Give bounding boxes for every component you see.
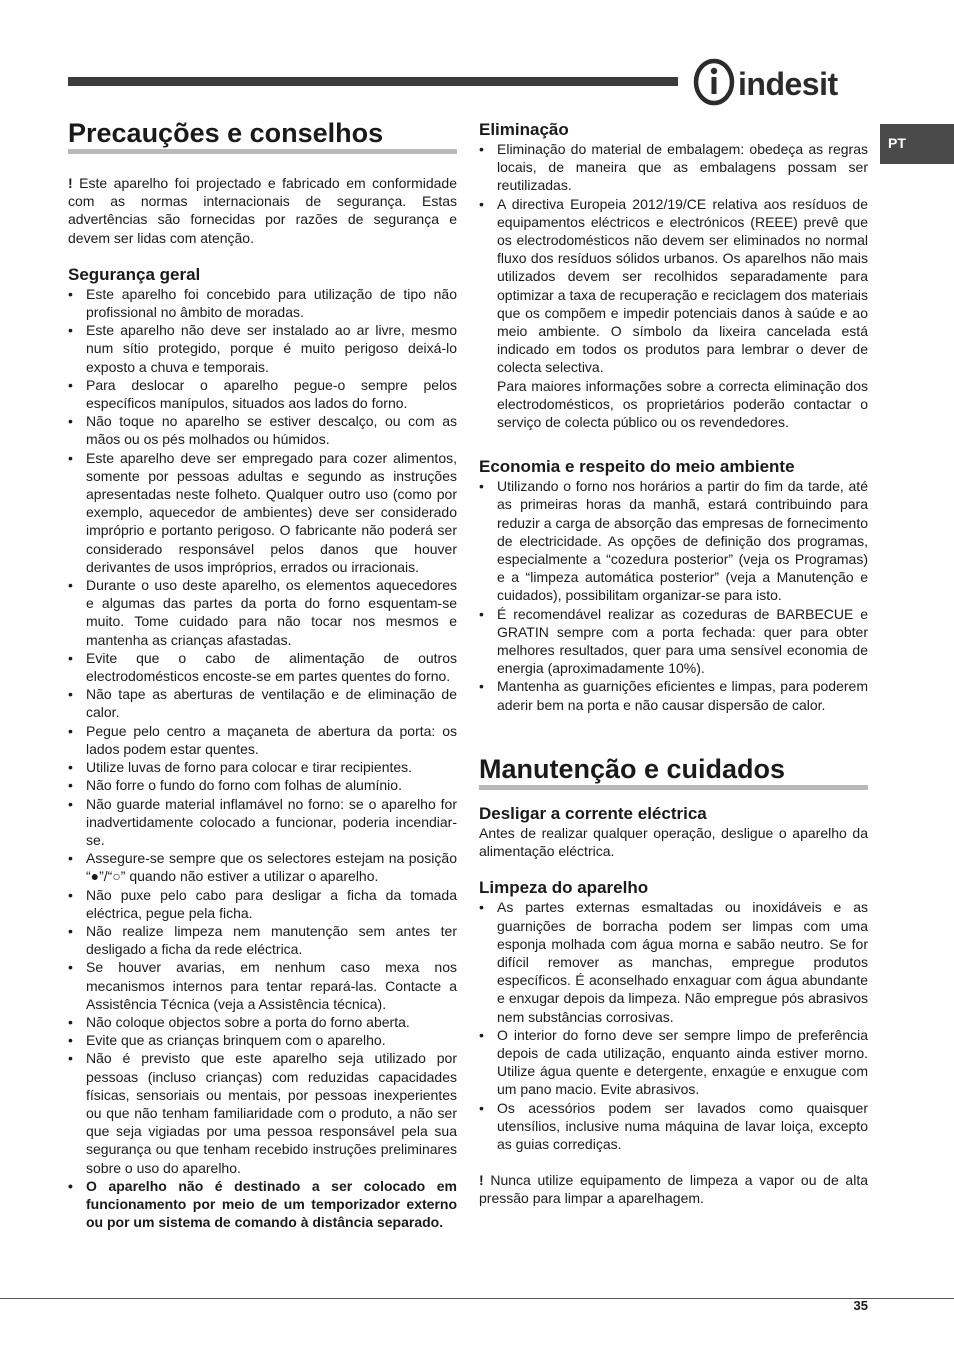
language-tab[interactable]: PT bbox=[880, 124, 954, 164]
list-item-bold: • O aparelho não é destinado a ser colocado em funcionamento por meio de um temporizador externo ou por um sistema de comando à distância separado. bbox=[68, 1177, 457, 1232]
list-item: • Evite que as crianças brinquem com o aparelho. bbox=[68, 1031, 457, 1049]
list-item: • Não coloque objectos sobre a porta do forno aberta. bbox=[68, 1013, 457, 1031]
list-item: • Eliminação do material de embalagem: obedeça as regras locais, de maneira que as embalagens possam ser reutilizadas. bbox=[479, 140, 868, 195]
heading-cleaning: Limpeza do aparelho bbox=[479, 878, 649, 898]
heading-economy: Economia e respeito do meio ambiente bbox=[479, 457, 795, 477]
list-item: • Assegure-se sempre que os selectores estejam na posição “●”/“○” quando não estiver a utilizar o aparelho. bbox=[68, 849, 457, 885]
list-item: • As partes externas esmaltadas ou inoxidáveis e as guarnições de borracha podem ser limpas com uma esponja molhada com água morna e sabão neutro. Se for difícil remover as manchas, empregue produtos específicos. É aconselhado enxaguar com água abundante e enxugar depois da limpeza. Não empregue pós abrasivos nem substâncias corrosivas. bbox=[479, 898, 868, 1025]
list-item: • Não toque no aparelho se estiver descalço, ou com as mãos ou os pés molhados ou húmidos. bbox=[68, 412, 457, 448]
economy-list bbox=[479, 477, 868, 714]
list-item: • Este aparelho foi concebido para utilização de tipo não profissional no âmbito de moradas. bbox=[68, 285, 457, 321]
list-item: • Os acessórios podem ser lavados como quaisquer utensílios, inclusive numa máquina de lavar loiça, excepto as guias corrediças. bbox=[479, 1099, 868, 1154]
safety-list bbox=[68, 285, 457, 1232]
list-item: • Este aparelho deve ser empregado para cozer alimentos, somente por pessoas adultas e segundo as instruções apresentadas neste folheto. Qualquer outro uso (como por exemplo, aquecedor de ambientes) deve ser considerado impróprio e portanto perigoso. O fabricante não poderá ser considerado responsável pelos danos que houver derivantes de usos impróprios, errados ou irracionais. bbox=[68, 449, 457, 576]
svg-text:indesit: indesit bbox=[738, 66, 838, 102]
list-item: • Não é previsto que este aparelho seja utilizado por pessoas (incluso crianças) com reduzidas capacidades físicas, sensoriais ou mentais, por pessoas inexperientes ou que não tenham familiaridade com o produto, a não ser que seja vigiadas por uma pessoa responsável pela sua segurança ou que tenham recebido instruções preliminares sobre o uso do aparelho. bbox=[68, 1049, 457, 1176]
page-number: 35 bbox=[853, 1298, 868, 1313]
list-item: • Mantenha as guarnições eficientes e limpas, para poderem aderir bem na porta e não causar dispersão de calor. bbox=[479, 677, 868, 713]
right-column bbox=[479, 118, 868, 1208]
list-item: • Se houver avarias, em nenhum caso mexa nos mecanismos internos para tentar repará-las. Contacte a Assistência Técnica (veja a Assistência técnica). bbox=[68, 958, 457, 1013]
list-item: • Este aparelho não deve ser instalado ao ar livre, mesmo num sítio protegido, porque é muito perigoso deixá-lo exposto a chuva e temporais. bbox=[68, 321, 457, 376]
list-item: • Não guarde material inflamável no forno: se o aparelho for inadvertidamente colocado a funcionar, poderia incendiar-se. bbox=[68, 795, 457, 850]
power-paragraph: Antes de realizar qualquer operação, desligue o aparelho da alimentação eléctrica. bbox=[479, 824, 868, 860]
list-item: • A directiva Europeia 2012/19/CE relativa aos resíduos de equipamentos eléctricos e electrónicos (REEE) prevê que os electrodomésticos não devem ser eliminados no normal fluxo dos resíduos sólidos urbanos. Os aparelhos não mais utilizados devem ser recolhidos separadamente para optimizar a taxa de recuperação e reciclagem dos materiais que os compõem e impedir potenciais danos à saúde e ao meio ambiente. O símbolo da lixeira cancelada está indicado em todos os produtos para lembrar o dever de colecta selectiva. bbox=[479, 195, 868, 377]
heading-disposal: Eliminação bbox=[479, 120, 569, 139]
list-item: • Utilizando o forno nos horários a partir do fim da tarde, até as primeiras horas da manhã, estará contribuindo para reduzir a carga de absorção das empresas de fornecimento de electricidade. As opções de definição dos programas, especialmente a “cozedura posterior” (veja os Programas) e a “limpeza automática posterior” (veja a Manutenção e cuidados), possibilitam organizar-se para isto. bbox=[479, 477, 868, 604]
list-item: • Durante o uso deste aparelho, os elementos aquecedores e algumas das partes da porta do forno esquentam-se muito. Tome cuidado para não tocar nos mesmos e mantenha as crianças afastadas. bbox=[68, 576, 457, 649]
list-item: • Utilize luvas de forno para colocar e tirar recipientes. bbox=[68, 758, 457, 776]
list-item: • O interior do forno deve ser sempre limpo de preferência depois de cada utilização, enquanto ainda estiver morno. Utilize água quente e detergente, enxagúe e enxugue com um pano macio. Evite abrasivos. bbox=[479, 1026, 868, 1099]
indesit-logo bbox=[692, 58, 872, 106]
section-title-precautions: Precauções e conselhos bbox=[68, 118, 457, 154]
disposal-list bbox=[479, 140, 868, 377]
cleaning-list bbox=[479, 898, 868, 1153]
list-item: • É recomendável realizar as cozeduras de BARBECUE e GRATIN sempre com a porta fechada: quer para obter melhores resultados, quer para uma sensível economia de energia (aproximadamente 10%). bbox=[479, 605, 868, 678]
disposal-extra: Para maiores informações sobre a correcta eliminação dos electrodomésticos, os proprietários poderão contactar o serviço de colecta público ou os revendedores. bbox=[497, 377, 868, 431]
list-item: • Não realize limpeza nem manutenção sem antes ter desligado a ficha da rede eléctrica. bbox=[68, 922, 457, 958]
cleaning-warning: ! Nunca utilize equipamento de limpeza a vapor ou de alta pressão para limpar a aparelhagem. bbox=[479, 1172, 869, 1207]
list-item: • Pegue pelo centro a maçaneta de abertura da porta: os lados podem estar quentes. bbox=[68, 722, 457, 758]
list-item: • Não forre o fundo do forno com folhas de alumínio. bbox=[68, 776, 457, 794]
warning-mark: ! bbox=[479, 1172, 484, 1189]
list-item: • Não tape as aberturas de ventilação e de eliminação de calor. bbox=[68, 685, 457, 721]
intro-paragraph: ! Este aparelho foi projectado e fabricado em conformidade com as normas internacionais de segurança. Estas advertências são fornecidas por razões de segurança e devem ser lidas com atenção. bbox=[68, 175, 457, 246]
left-column bbox=[68, 118, 457, 1231]
warning-mark: ! bbox=[68, 175, 73, 191]
heading-power: Desligar a corrente eléctrica bbox=[479, 803, 707, 823]
heading-safety: Segurança geral bbox=[68, 264, 201, 284]
section-title-maintenance: Manutenção e cuidados bbox=[479, 754, 868, 790]
footer-rule bbox=[0, 1298, 954, 1299]
list-item: • Para deslocar o aparelho pegue-o sempre pelos específicos manípulos, situados aos lados do forno. bbox=[68, 376, 457, 412]
list-item: • Evite que o cabo de alimentação de outros electrodomésticos encoste-se em partes quentes do forno. bbox=[68, 649, 457, 685]
list-item: • Não puxe pelo cabo para desligar a ficha da tomada eléctrica, pegue pela ficha. bbox=[68, 886, 457, 922]
header-bar bbox=[68, 77, 678, 86]
